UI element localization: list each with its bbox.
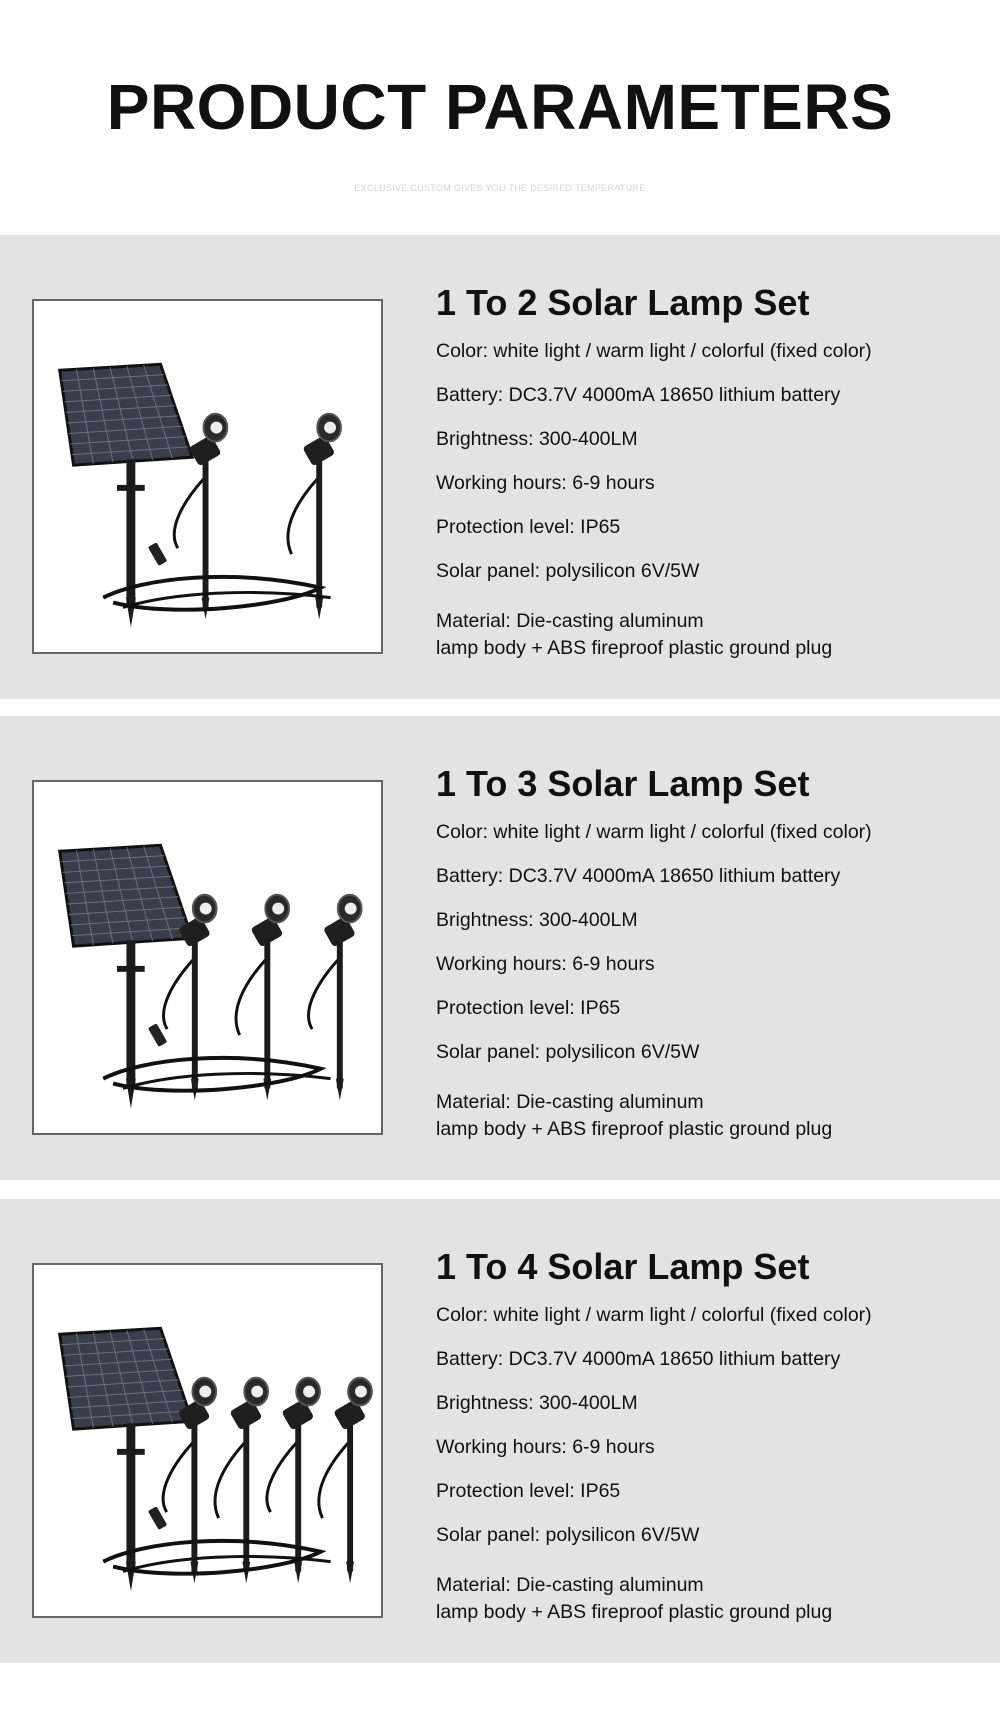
spotlight-lamp (267, 1378, 320, 1584)
page-title: PRODUCT PARAMETERS (106, 71, 894, 143)
spec-material-line1: Material: Die-casting aluminum (436, 1574, 704, 1596)
product-set-panel (0, 716, 1000, 1180)
spec-battery: Battery: DC3.7V 4000mA 18650 lithium battery (436, 1348, 841, 1370)
spec-working-hours: Working hours: 6-9 hours (436, 472, 655, 494)
product-photo-frame (32, 780, 383, 1135)
spec-material-line1: Material: Die-casting aluminum (436, 1091, 704, 1113)
coiled-cable (123, 1073, 331, 1088)
spec-brightness: Brightness: 300-400LM (436, 1392, 638, 1414)
spec-material-line2: lamp body + ABS fireproof plastic ground plug (436, 1118, 833, 1140)
spotlight-lamp (236, 895, 289, 1101)
spec-material (436, 1090, 976, 1141)
spec-material-line2: lamp body + ABS fireproof plastic ground plug (436, 1601, 833, 1623)
spec-solar-panel: Solar panel: polysilicon 6V/5W (436, 560, 700, 582)
spec-battery: Battery: DC3.7V 4000mA 18650 lithium battery (436, 384, 841, 406)
spec-working-hours: Working hours: 6-9 hours (436, 1436, 655, 1458)
spec-brightness: Brightness: 300-400LM (436, 909, 638, 931)
spec-material-line1: Material: Die-casting aluminum (436, 610, 704, 632)
spec-protection: Protection level: IP65 (436, 997, 621, 1019)
spotlight-lamp (215, 1378, 268, 1584)
product-photo-frame (32, 1263, 383, 1618)
panel-stake-tip (126, 1079, 136, 1109)
spec-protection: Protection level: IP65 (436, 516, 621, 538)
spec-color: Color: white light / warm light / colorful (fixed color) (436, 1304, 872, 1326)
page-subtitle: EXCLUSIVE CUSTOM GIVES YOU THE DESIRED TEMPERATURE (354, 183, 646, 193)
spec-brightness: Brightness: 300-400LM (436, 428, 638, 450)
solar-panel (60, 845, 192, 946)
solar-lamp-set-image (34, 1265, 381, 1616)
solar-lamp-set-image (34, 782, 381, 1133)
spec-material-line2: lamp body + ABS fireproof plastic ground plug (436, 637, 833, 659)
spec-color: Color: white light / warm light / colorful (fixed color) (436, 821, 872, 843)
spec-battery: Battery: DC3.7V 4000mA 18650 lithium battery (436, 865, 841, 887)
panel-stake-collar (117, 1449, 145, 1455)
spec-solar-panel: Solar panel: polysilicon 6V/5W (436, 1524, 700, 1546)
product-photo-frame (32, 299, 383, 654)
spec-working-hours: Working hours: 6-9 hours (436, 953, 655, 975)
panel-stake-tip (126, 1562, 136, 1592)
panel-stake-collar (117, 966, 145, 972)
panel-stake-collar (117, 485, 145, 491)
product-set-panel (0, 235, 1000, 699)
spec-material (436, 1573, 976, 1624)
spec-solar-panel: Solar panel: polysilicon 6V/5W (436, 1041, 700, 1063)
coiled-cable (123, 592, 331, 607)
solar-panel (60, 364, 192, 465)
cable-connector (148, 542, 167, 566)
spec-list (436, 283, 976, 680)
solar-panel (60, 1328, 192, 1429)
spec-list (436, 1247, 976, 1644)
spec-material (436, 609, 976, 660)
spec-list (436, 764, 976, 1161)
spotlight-lamp (319, 1378, 372, 1584)
set-title: 1 To 3 Solar Lamp Set (436, 763, 810, 804)
solar-lamp-set-image (34, 301, 381, 652)
set-title: 1 To 2 Solar Lamp Set (436, 282, 810, 323)
product-set-panel (0, 1199, 1000, 1663)
spec-color: Color: white light / warm light / colorful (fixed color) (436, 340, 872, 362)
spec-protection: Protection level: IP65 (436, 1480, 621, 1502)
set-title: 1 To 4 Solar Lamp Set (436, 1246, 810, 1287)
panel-stake-tip (126, 598, 136, 628)
